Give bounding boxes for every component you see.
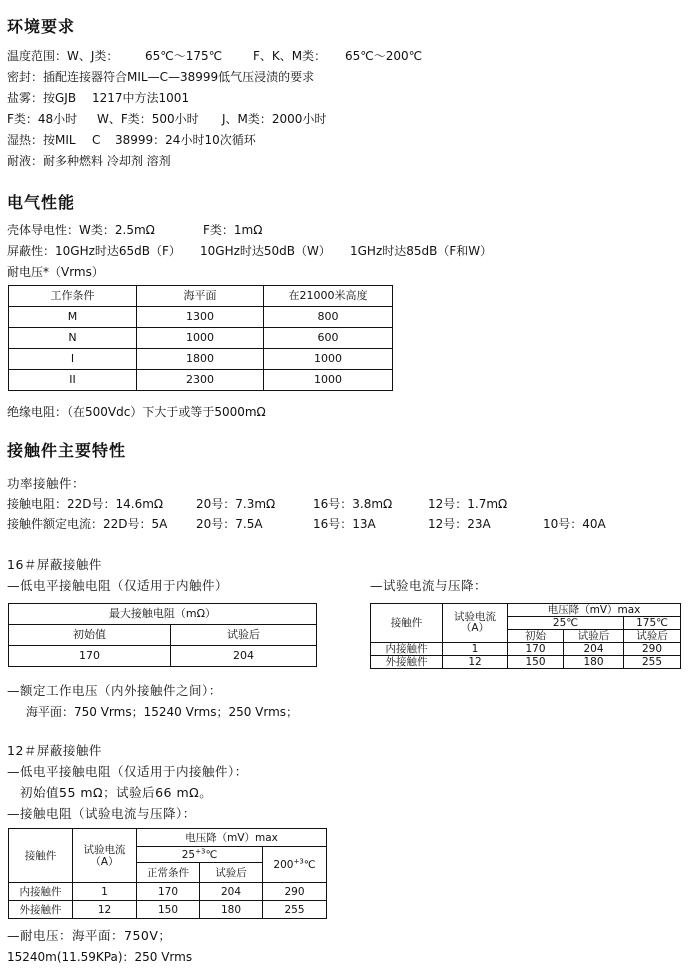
table-cell: 180 xyxy=(564,656,624,669)
table-cell: II xyxy=(9,370,137,391)
table-row xyxy=(9,349,393,370)
table-header-cell: 试验后 xyxy=(171,625,317,646)
table-header-row xyxy=(9,286,393,307)
env-temp-b: 65℃～175℃ xyxy=(145,49,223,63)
env-salt-a: 盐雾：按GJB xyxy=(7,91,77,105)
table-header-cell: 试验后 xyxy=(624,630,681,643)
table-cell: 1800 xyxy=(137,349,264,370)
table-cell: N xyxy=(9,328,137,349)
env-humid-a: 湿热：按MIL xyxy=(7,133,76,147)
temp-25-unit: ℃ xyxy=(205,848,218,861)
env-temp-d: 65℃～200℃ xyxy=(345,49,423,63)
contact-heading: 接触件主要特性 xyxy=(7,441,127,460)
table-header-cell: 电压降（mV）max xyxy=(508,604,681,617)
power-resist-b: 20号：7.3mΩ xyxy=(196,497,276,511)
table-header-cell: 试验后 xyxy=(200,863,263,883)
elec-shield-c: 1GHz时达85dB（F和W） xyxy=(350,244,493,258)
table-row xyxy=(9,901,327,919)
s12-title: 12＃屏蔽接触件 xyxy=(7,743,102,758)
table-cell: 204 xyxy=(200,883,263,901)
table-cell: 1000 xyxy=(264,370,393,391)
table-header-cell: 接触件 xyxy=(371,604,443,643)
table-header-cell: 175℃ xyxy=(624,617,681,630)
table-cell: 170 xyxy=(9,646,171,667)
temp-25-tolerance: +3 xyxy=(195,847,206,855)
s16-test-title: —试验电流与压降： xyxy=(370,578,488,593)
table-header-cell: 试验后 xyxy=(564,630,624,643)
table-header-row xyxy=(9,829,327,847)
table-cell: 150 xyxy=(137,901,200,919)
s12-withstand-title: —耐电压：海平面：750V； xyxy=(7,928,172,943)
table-row xyxy=(9,370,393,391)
env-seal: 密封：插配连接器符合MIL—C—38999低气压浸渍的要求 xyxy=(7,70,315,84)
table-cell: 170 xyxy=(508,643,564,656)
table-cell: 600 xyxy=(264,328,393,349)
env-fluid: 耐液：耐多种燃料 冷却剂 溶剂 xyxy=(7,154,171,168)
withstand-voltage-table xyxy=(8,285,393,391)
table-cell: 内接触件 xyxy=(371,643,443,656)
table-row xyxy=(9,646,317,667)
test-current-label: 试验电流 xyxy=(454,611,496,623)
env-time-c: J、M类：2000小时 xyxy=(222,112,327,126)
table-cell: 800 xyxy=(264,307,393,328)
table-header-cell xyxy=(137,847,263,863)
elec-shell-a: 壳体导电性：W类：2.5mΩ xyxy=(7,223,155,237)
table-header-cell xyxy=(73,829,137,883)
table-cell: 1000 xyxy=(264,349,393,370)
temp-200-value: 200 xyxy=(273,858,294,871)
table-cell: 1000 xyxy=(137,328,264,349)
table-cell: 12 xyxy=(73,901,137,919)
power-current-b: 20号：7.5A xyxy=(196,517,263,531)
table-header-cell: 工作条件 xyxy=(9,286,137,307)
table-row xyxy=(371,643,681,656)
s16-rated-line: 海平面：750 Vrms；15240 Vrms；250 Vrms； xyxy=(26,705,299,719)
s16-low-title: —低电平接触电阻（仅适用于内触件） xyxy=(7,578,229,593)
table-header-row xyxy=(371,604,681,617)
table-cell: 内接触件 xyxy=(9,883,73,901)
env-time-b: W、F类：500小时 xyxy=(97,112,199,126)
s12-resist-table xyxy=(8,828,327,919)
table-header-cell: 正常条件 xyxy=(137,863,200,883)
table-header-cell: 初始值 xyxy=(9,625,171,646)
table-header-cell: 电压降（mV）max xyxy=(137,829,327,847)
elec-heading: 电气性能 xyxy=(7,193,76,212)
table-cell: 2300 xyxy=(137,370,264,391)
power-current-a: 接触件额定电流：22D号：5A xyxy=(7,517,168,531)
elec-shield-a: 屏蔽性：10GHz时达65dB（F） xyxy=(7,244,181,258)
table-cell: 204 xyxy=(564,643,624,656)
table-cell: 外接触件 xyxy=(371,656,443,669)
table-header-cell: 海平面 xyxy=(137,286,264,307)
s12-low-title: —低电平接触电阻（仅适用于内接触件）： xyxy=(7,764,248,779)
table-header-cell: 25℃ xyxy=(508,617,624,630)
power-contact-title: 功率接触件： xyxy=(7,476,86,491)
power-resist-c: 16号：3.8mΩ xyxy=(313,497,393,511)
table-header-cell: 在21000米高度 xyxy=(264,286,393,307)
test-current-unit: （A） xyxy=(460,622,490,634)
temp-25-value: 25 xyxy=(181,848,196,861)
table-header-row xyxy=(9,604,317,625)
env-temp-c: F、K、M类： xyxy=(253,49,327,63)
s12-withstand-line: 15240m(11.59KPa)：250 Vrms xyxy=(7,950,193,964)
table-cell: 255 xyxy=(624,656,681,669)
power-current-d: 12号：23A xyxy=(428,517,491,531)
table-cell: 204 xyxy=(171,646,317,667)
table-row xyxy=(371,656,681,669)
elec-shell-b: F类：1mΩ xyxy=(203,223,263,237)
s12-init-line: 初始值55 mΩ；试验后66 mΩ。 xyxy=(20,785,213,800)
table-cell: 12 xyxy=(443,656,508,669)
test-current-unit: （A） xyxy=(90,855,119,868)
power-current-c: 16号：13A xyxy=(313,517,376,531)
elec-insulation: 绝缘电阻：（在500Vdc）下大于或等于5000mΩ xyxy=(7,405,266,419)
table-header-cell: 最大接触电阻（mΩ） xyxy=(9,604,317,625)
table-header-row xyxy=(9,625,317,646)
table-cell: 1300 xyxy=(137,307,264,328)
power-resist-a: 接触电阻：22D号：14.6mΩ xyxy=(7,497,164,511)
env-time-a: F类：48小时 xyxy=(7,112,78,126)
power-current-e: 10号：40A xyxy=(543,517,606,531)
env-humid-b: C xyxy=(92,133,101,147)
table-cell: 外接触件 xyxy=(9,901,73,919)
table-cell: 255 xyxy=(263,901,327,919)
elec-withstand: 耐电压*（Vrms） xyxy=(7,265,104,279)
table-cell: M xyxy=(9,307,137,328)
s16-rated-title: —额定工作电压（内外接触件之间）： xyxy=(7,683,222,698)
table-row xyxy=(9,307,393,328)
temp-200-tolerance: +3 xyxy=(293,857,304,865)
temp-200-unit: ℃ xyxy=(303,858,316,871)
table-header-cell: 初始 xyxy=(508,630,564,643)
table-cell: 170 xyxy=(137,883,200,901)
env-salt-b: 1217中方法1001 xyxy=(92,91,190,105)
table-header-cell: 接触件 xyxy=(9,829,73,883)
table-cell: 180 xyxy=(200,901,263,919)
table-cell: 150 xyxy=(508,656,564,669)
s16-resist-table xyxy=(8,603,317,667)
env-humid-c: 38999：24小时10次循环 xyxy=(115,133,256,147)
table-cell: 1 xyxy=(73,883,137,901)
env-heading: 环境要求 xyxy=(7,17,76,36)
table-cell: 290 xyxy=(263,883,327,901)
s12-resist-title: —接触电阻（试验电流与压降）： xyxy=(7,806,196,821)
s16-test-table xyxy=(370,603,681,669)
table-row xyxy=(9,328,393,349)
table-cell: 290 xyxy=(624,643,681,656)
s16-title: 16＃屏蔽接触件 xyxy=(7,557,102,572)
table-cell: I xyxy=(9,349,137,370)
test-current-label: 试验电流 xyxy=(83,843,126,856)
elec-shield-b: 10GHz时达50dB（W） xyxy=(200,244,331,258)
env-temp-a: 温度范围：W、J类： xyxy=(7,49,119,63)
table-cell: 1 xyxy=(443,643,508,656)
table-header-cell xyxy=(443,604,508,643)
table-row xyxy=(9,883,327,901)
table-header-cell xyxy=(263,847,327,883)
power-resist-d: 12号：1.7mΩ xyxy=(428,497,508,511)
